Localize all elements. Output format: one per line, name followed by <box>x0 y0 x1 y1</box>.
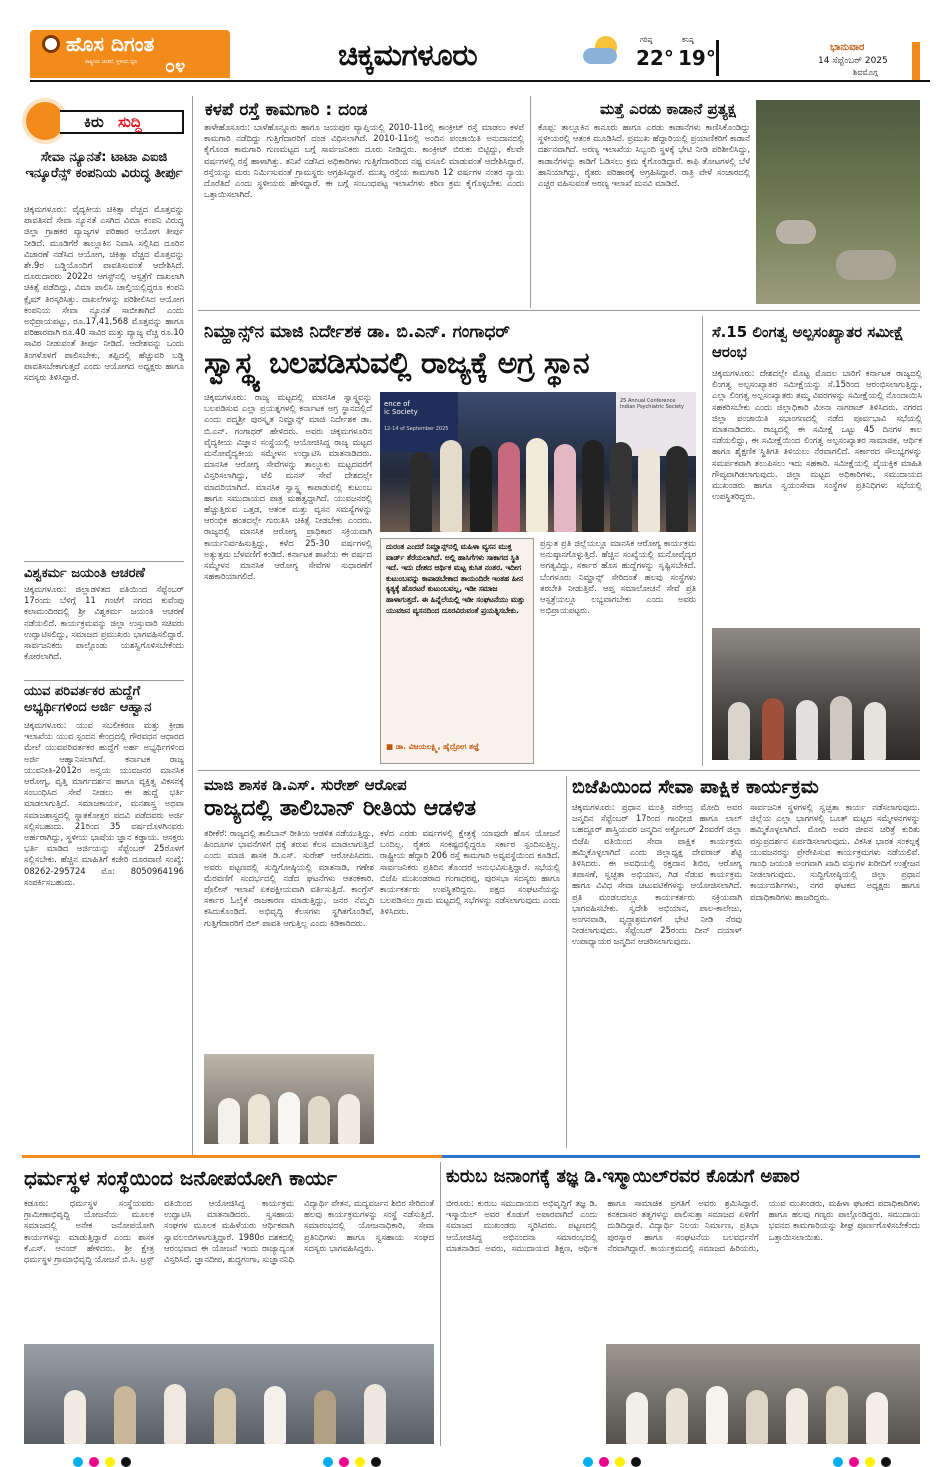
person <box>164 1384 186 1444</box>
masthead-rule <box>30 80 930 82</box>
masthead-divider <box>716 40 719 76</box>
person <box>64 1390 86 1444</box>
person <box>728 702 750 760</box>
elephant-photo <box>756 100 920 304</box>
kuruba-event-photo <box>606 1344 920 1444</box>
column-rule <box>530 96 531 308</box>
person <box>762 698 784 760</box>
person <box>830 696 852 760</box>
brand-logo-icon <box>42 35 60 53</box>
column-rule <box>566 776 567 1148</box>
reg-dots-left <box>70 1452 134 1467</box>
right-mid-body: ಚಿಕ್ಕಮಗಳೂರು: ದೇಶದಲ್ಲೇ ಮೊಟ್ಟ ಮೊದಲ ಬಾರಿಗೆ ಕರ್ನಾಟಕ ರಾಜ್ಯದಲ್ಲಿ ಲಿಂಗತ್ವ ಅಲ್ಪಸಂಖ್ಯಾತರ ಸಮೀಕ್ಷೆಯನ್ನು ಸೆ.15ರಿಂದ ಆರಂಭಿಸಲಾಗುತ್ತಿದ್ದು, ಎಲ್ಲಾ ಲಿಂಗತ್ವ ಅಲ್ಪಸಂಖ್ಯಾತರು ತಮ್ಮ ವಿವರಗಳನ್ನು ಸಮೀಕ್ಷೆಯಲ್ಲಿ ನೊಂದಾಯಿಸಿ ಸಹಕರಿಸಬೇಕು ಎಂದು ಜಿಲ್ಲಾಧಿಕಾರಿ ಮೀನಾ ನಾಗರಾಜ್ ತಿಳಿಸಿದರು. ನಗರದ ಜಿಲ್ಲಾ ಪಂಚಾಯಿತಿ ಸಭಾಂಗಣದಲ್ಲಿ ನಡೆದ ಪೂರ್ವಭಾವಿ ಸಭೆಯಲ್ಲಿ ಮಾತನಾಡಿದರು. ರಾಜ್ಯದಲ್ಲಿ ಈ ಸಮೀಕ್ಷೆ ಒಟ್ಟು 45 ದಿನಗಳ ಕಾಲ ನಡೆಯಲಿದ್ದು, ಈ ಸಮೀಕ್ಷೆಯಿಂದ ಲಿಂಗತ್ವ ಅಲ್ಪಸಂಖ್ಯಾತರ ಸಾಮಾಜಿಕ, ಆರ್ಥಿಕ ಹಾಗೂ ಶೈಕ್ಷಣಿಕ ಸ್ಥಿತಿಗತಿ ತಿಳಿಯಲು ನೆರವಾಗಲಿದೆ. ಸರ್ಕಾರದ ಸೌಲಭ್ಯಗಳನ್ನು ಸಮರ್ಪಕವಾಗಿ ತಲುಪಿಸಲು ಇದು ಸಹಕಾರಿ. ಸಮೀಕ್ಷೆಯಲ್ಲಿ ವೈಯಕ್ತಿಕ ಮಾಹಿತಿ ಗೌಪ್ಯವಾಗಿಡಲಾಗುವುದು. ಜಿಲ್ಲಾ ಮಟ್ಟದ ಅಧಿಕಾರಿಗಳು, ಸಮುದಾಯದ ಮುಖಂಡರು ಹಾಗೂ ಸ್ವಯಂಸೇವಾ ಸಂಸ್ಥೆಗಳ ಪ್ರತಿನಿಧಿಗಳು ಸಭೆಯಲ್ಲಿ ಉಪಸ್ಥಿತರಿದ್ದರು. <box>712 368 922 502</box>
column-rule <box>702 316 703 766</box>
reg-dots-far <box>830 1452 894 1467</box>
bottom-right-title: ಕುರುಬ ಜನಾಂಗಕ್ಕೆ ತಜ್ಞ ಡಿ.ಇಸ್ಮಾಯಿಲ್‌ರವರ ಕೊಡುಗೆ ಅಪಾರ <box>446 1166 800 1187</box>
bottom-orange-rule <box>22 1155 442 1158</box>
brand-tagline: ರಾಷ್ಟ್ರೀಯ ಚಿಂತನೆ, ಸ್ಥಳೀಯ ಧ್ವನಿ <box>85 59 138 65</box>
section-rule <box>198 310 920 311</box>
lead-title: ಸ್ವಾಸ್ಥ್ಯ ಬಲಪಡಿಸುವಲ್ಲಿ ರಾಜ್ಯಕ್ಕೆ ಅಗ್ರ ಸ್ಥಾನ <box>204 346 590 381</box>
sun-cloud-icon <box>583 36 623 66</box>
kiru-suddi-badge <box>22 98 184 146</box>
conference-banner-left-text: ence of ic Society <box>384 400 418 416</box>
person <box>364 1384 386 1444</box>
suresh-press-photo <box>204 1054 374 1144</box>
conference-banner-right-text: 25 Annual Conference Indian Psychiatric Society <box>620 398 685 410</box>
lead-body-a: ಚಿಕ್ಕಮಗಳೂರು: ರಾಜ್ಯ ಮಟ್ಟದಲ್ಲಿ ಮಾನಸಿಕ ಸ್ವಾಸ್ಥ್ಯವನ್ನು ಬಲಪಡಿಸುವ ಎಲ್ಲಾ ಪ್ರಯತ್ನಗಳಲ್ಲಿ ಕರ್ನಾಟಕ ಅಗ್ರ ಸ್ಥಾನದಲ್ಲಿದೆ ಎಂದು ಪದ್ಮಶ್ರೀ ಪುರಸ್ಕೃತ ನಿಮ್ಹಾನ್ಸ್ ಮಾಜಿ ನಿರ್ದೇಶಕ ಡಾ. ಬಿ.ಎನ್. ಗಂಗಾಧರ್ ಹೇಳಿದರು. ಅವರು ಚಿಕ್ಕಮಗಳೂರಿನ ವೈದ್ಯಕೀಯ ವಿಜ್ಞಾನ ಸಂಸ್ಥೆಯಲ್ಲಿ ಆಯೋಜಿಸಿದ್ದ ರಾಜ್ಯ ಮಟ್ಟದ ಮನೋವೈದ್ಯಕೀಯ ಸಮ್ಮೇಳನ ಉದ್ಘಾಟಿಸಿ ಮಾತನಾಡಿದರು. ಮಾನಸಿಕ ಆರೋಗ್ಯ ಸೇವೆಗಳನ್ನು ತಾಲ್ಲೂಕು ಮಟ್ಟದವರೆಗೆ ವಿಸ್ತರಿಸಲಾಗಿದ್ದು, ಟೆಲಿ ಮನಸ್ ಸೇವೆ ದೇಶದಲ್ಲೇ ಮಾದರಿಯಾಗಿದೆ. ಮಾನಸಿಕ ಸ್ವಾಸ್ಥ್ಯ ಕಾಪಾಡುವಲ್ಲಿ ಕುಟುಂಬ ಹಾಗೂ ಸಮುದಾಯದ ಪಾತ್ರ ಮಹತ್ವದ್ದಾಗಿದೆ. ಯುವಜನರಲ್ಲಿ ಹೆಚ್ಚುತ್ತಿರುವ ಒತ್ತಡ, ಆತಂಕ ಮತ್ತು ವ್ಯಸನ ಸಮಸ್ಯೆಗಳನ್ನು ಆರಂಭಿಕ ಹಂತದಲ್ಲೇ ಗುರುತಿಸಿ ಚಿಕಿತ್ಸೆ ನೀಡಬೇಕು ಎಂದರು. ರಾಜ್ಯದಲ್ಲಿ ಮಾನಸಿಕ ಆರೋಗ್ಯ ಪ್ರಾಧಿಕಾರ ಸಕ್ರಿಯವಾಗಿ ಕಾರ್ಯನಿರ್ವಹಿಸುತ್ತಿದ್ದು, ಕಳೆದ 25-30 ವರ್ಷಗಳಲ್ಲಿ ಅತ್ಯುತ್ತಮ ಬೆಳವಣಿಗೆ ಕಂಡಿದೆ. ಕರ್ನಾಟಕ ಶಾಖೆಯ ಈ ವರ್ಷದ ಸಮ್ಮೇಳನ ಮಾನಸಿಕ ಆರೋಗ್ಯ ಸೇವೆಗಳ ಸುಧಾರಣೆಗೆ ಸಹಕಾರಿಯಾಗಲಿದೆ. <box>204 392 372 582</box>
person <box>866 1392 888 1444</box>
mid-left-title: ರಾಜ್ಯದಲ್ಲಿ ತಾಲಿಬಾನ್ ರೀತಿಯ ಆಡಳಿತ <box>204 796 476 821</box>
left-story2-title: ವಿಶ್ವಕರ್ಮ ಜಯಂತಿ ಆಚರಣೆ <box>24 566 145 581</box>
left-story3-title: ಯುವ ಪರಿವರ್ತಕರ ಹುದ್ದೆಗೆ ಅಭ್ಯರ್ಥಿಗಳಿಂದ ಅರ್ಜಿ ಆಹ್ವಾನ <box>24 684 152 715</box>
left-story1-body: ಚಿಕ್ಕಮಗಳೂರು: ವೈದ್ಯಕೀಯ ಚಿಕಿತ್ಸಾ ವೆಚ್ಚದ ಮೊತ್ತವನ್ನು ಪಾವತಿಸದೆ ಸೇವಾ ನ್ಯೂನತೆ ಎಸಗಿದ ವಿಮಾ ಕಂಪನಿ ವಿರುದ್ಧ ಜಿಲ್ಲಾ ಗ್ರಾಹಕರ ವ್ಯಾಜ್ಯಗಳ ಪರಿಹಾರ ಆಯೋಗ ತೀರ್ಪು ನೀಡಿದೆ. ಮೂಡಿಗೆರೆ ತಾಲ್ಲೂಕಿನ ನಿವಾಸಿ ಸಲ್ಲಿಸಿದ ದೂರಿನ ವಿಚಾರಣೆ ನಡೆಸಿದ ಆಯೋಗ, ಚಿಕಿತ್ಸಾ ವೆಚ್ಚದ ಮೊತ್ತವನ್ನು ಶೇ.9ರ ಬಡ್ಡಿಯೊಂದಿಗೆ ಪಾವತಿಸುವಂತೆ ಆದೇಶಿಸಿದೆ. ದೂರುದಾರರು 2022ರ ಆಗಸ್ಟ್‌ನಲ್ಲಿ ಆಸ್ಪತ್ರೆಗೆ ದಾಖಲಾಗಿ ಚಿಕಿತ್ಸೆ ಪಡೆದಿದ್ದು, ವಿಮಾ ಪಾಲಿಸಿ ಚಾಲ್ತಿಯಲ್ಲಿದ್ದರೂ ಕಂಪನಿ ಕ್ಲೈಮ್ ತಿರಸ್ಕರಿಸಿತ್ತು. ದಾಖಲೆಗಳನ್ನು ಪರಿಶೀಲಿಸಿದ ಆಯೋಗ ಕಂಪನಿಯ ಸೇವಾ ನ್ಯೂನತೆ ಸಾಬೀತಾಗಿದೆ ಎಂದು ಅಭಿಪ್ರಾಯಪಟ್ಟು, ರೂ.17,41,568 ಮೊತ್ತವನ್ನು ಹಾಗೂ ಪರಿಹಾರವಾಗಿ ರೂ.40 ಸಾವಿರ ಮತ್ತು ವ್ಯಾಜ್ಯ ವೆಚ್ಚ ರೂ.10 ಸಾವಿರ ನೀಡುವಂತೆ ತೀರ್ಪು ನೀಡಿದೆ. ಆದೇಶವನ್ನು ಒಂದು ತಿಂಗಳೊಳಗೆ ಪಾಲಿಸಬೇಕು, ತಪ್ಪಿದಲ್ಲಿ ಹೆಚ್ಚುವರಿ ಬಡ್ಡಿ ಪಾವತಿಸಬೇಕಾಗುತ್ತದೆ ಎಂದು ಆಯೋಗದ ಅಧ್ಯಕ್ಷರು ಹಾಗೂ ಸದಸ್ಯರು ತಿಳಿಸಿದ್ದಾರೆ. <box>24 204 184 383</box>
person <box>278 1092 300 1144</box>
column-rule <box>192 96 193 1156</box>
callout-text: ದುರಂತ ಎಂದರೆ ನಿಮ್ಹಾನ್ಸ್‌ನಲ್ಲಿ ಮಹಿಳಾ ವ್ಯಸನ ಮುಕ್ತ ವಾರ್ಡ್ ತೆರೆಯಲಾಗಿದೆ. ಅಲ್ಲಿ ಹಾಸಿಗೆಗಳು ಸಾಕಾಗದ ಸ್ಥಿತಿ ಇದೆ. ಇದು ದೇಶದ ಆರ್ಥಿಕ ಮಟ್ಟ ಕುಸಿತ ನಂತರ. ಇದೀಗ ಕುಟುಂಬವನ್ನು ಕಾಪಾಡಬೇಕಾದ ತಾಯಂದಿರೇ ಇಂತಹ ಹೀನ ಕೃತ್ಯಕ್ಕೆ ಹೊರಟರೆ ಕುಟುಂಬವಲ್ಲ, ಇಡೀ ಸಮಾಜ ಹಾಳಾಗುತ್ತದೆ. ಈ ಹಿನ್ನೆಲೆಯಲ್ಲಿ ಇಡೀ ಸಂಘಟನೆಯು ಮತ್ತು ಯುವಜನ ವ್ಯಸನದಿಂದ ದೂರವಿರುವಂತೆ ಪ್ರಯತ್ನಿಸಬೇಕು. <box>386 542 525 615</box>
kiru-label-a: ಕಿರು <box>84 113 104 131</box>
rule <box>24 561 184 562</box>
top-mid-body: ತಾಳೇಹೊಸೂರು: ಬಾಳೆಹೊನ್ನೂರು ಹಾಗೂ ಜಯಪುರ ವ್ಯಾಪ್ತಿಯಲ್ಲಿ 2010-11ರಲ್ಲಿ ಕಾಂಕ್ರೀಟ್ ರಸ್ತೆ ಮಾಡಲು ಕಳಪೆ ಕಾಮಗಾರಿ ನಡೆದಿದ್ದು ಗುತ್ತಿಗೆದಾರರಿಗೆ ದಂಡ ವಿಧಿಸಲಾಗಿದೆ. 2010-11ರಲ್ಲಿ ಅಂದಿನ ಪಂಚಾಯಿತಿ ಅನುದಾನದಲ್ಲಿ ಕೈಗೊಂಡ ಕಾಮಗಾರಿ ಗುಣಮಟ್ಟದ ಬಗ್ಗೆ ಸಾರ್ವಜನಿಕರು ದೂರು ನೀಡಿದ್ದರು. ಕಾಂಕ್ರೀಟ್ ಬಿರುಕು ಬಿಟ್ಟಿದ್ದು, ಕೆಲವೇ ವರ್ಷಗಳಲ್ಲಿ ರಸ್ತೆ ಹಾಳಾಗಿತ್ತು. ತನಿಖೆ ನಡೆಸಿದ ಅಧಿಕಾರಿಗಳು ಗುತ್ತಿಗೆದಾರರಿಂದ ನಷ್ಟ ವಸೂಲಿ ಮಾಡುವಂತೆ ಆದೇಶಿಸಿದ್ದಾರೆ. ರಸ್ತೆಯನ್ನು ಮರು ನಿರ್ಮಿಸುವಂತೆ ಗ್ರಾಮಸ್ಥರು ಆಗ್ರಹಿಸಿದ್ದಾರೆ. ಮುಖ್ಯ ರಸ್ತೆಯ ಕಾಮಗಾರಿ 12 ವರ್ಷಗಳ ನಂತರ ನ್ಯಾಯ ದೊರೆತಿದೆ ಎಂದು ಸ್ಥಳೀಯರು ಹೇಳಿದ್ದಾರೆ. ಈ ಬಗ್ಗೆ ಸಂಬಂಧಪಟ್ಟ ಇಲಾಖೆಗಳು ಕಠಿಣ ಕ್ರಮ ಕೈಗೊಳ್ಳಬೇಕು ಎಂದು ಒತ್ತಾಯಿಸಲಾಗಿದೆ. <box>204 122 524 200</box>
person <box>706 1386 728 1444</box>
day-label: ಭಾನುವಾರ <box>830 42 865 53</box>
mid-left-body-a: ತರೀಕೆರೆ: ರಾಜ್ಯದಲ್ಲಿ ತಾಲಿಬಾನ್ ರೀತಿಯ ಆಡಳಿತ ನಡೆಯುತ್ತಿದ್ದು, ಹಿಂದೂಗಳ ಭಾವನೆಗಳಿಗೆ ಧಕ್ಕೆ ತರುವ ಕೆಲಸ ಮಾಡಲಾಗುತ್ತಿದೆ ಎಂದು ಮಾಜಿ ಶಾಸಕ ಡಿ.ಎಸ್. ಸುರೇಶ್ ಆರೋಪಿಸಿದರು. ಅವರು ಪಟ್ಟಣದಲ್ಲಿ ಸುದ್ದಿಗೋಷ್ಠಿಯಲ್ಲಿ ಮಾತನಾಡಿ, ಗಣೇಶ ಮೆರವಣಿಗೆ ಸಂದರ್ಭದಲ್ಲಿ ನಡೆದ ಘಟನೆಗಳು ಆತಂಕಕಾರಿ. ಪೊಲೀಸ್ ಇಲಾಖೆ ಏಕಪಕ್ಷೀಯವಾಗಿ ವರ್ತಿಸುತ್ತಿದೆ. ಕಾಂಗ್ರೆಸ್ ಸರ್ಕಾರ ಓಲೈಕೆ ರಾಜಕಾರಣ ಮಾಡುತ್ತಿದ್ದು, ಜನರ ನೆಮ್ಮದಿ ಕಸಿದುಕೊಂಡಿದೆ. ಅಭಿವೃದ್ಧಿ ಕೆಲಸಗಳು ಸ್ಥಗಿತಗೊಂಡಿವೆ, ಗುತ್ತಿಗೆದಾರರಿಗೆ ಬಿಲ್ ಪಾವತಿ ಆಗುತ್ತಿಲ್ಲ ಎಂದು ಕಿಡಿಕಾರಿದರು. <box>204 828 374 928</box>
date-label: 14 ಸೆಪ್ಟೆಂಬರ್ 2025 <box>818 56 888 66</box>
callout-byline: ■ ಡಾ. ವಿಜಯಲಕ್ಷ್ಮಿ, ಹೈದ್ರೋಗ ತಜ್ಞೆ <box>386 742 480 751</box>
person <box>526 438 548 532</box>
registration-marks <box>0 1452 945 1466</box>
rule <box>24 680 184 681</box>
city-name: ಚಿಕ್ಕಮಗಳೂರು <box>338 38 478 73</box>
left-story2-body: ಚಿಕ್ಕಮಗಳೂರು: ಜಿಲ್ಲಾಡಳಿತದ ವತಿಯಿಂದ ಸೆಪ್ಟೆಂಬರ್ 17ರಂದು ಬೆಳಿಗ್ಗೆ 11 ಗಂಟೆಗೆ ನಗರದ ಕುವೆಂಪು ಕಲಾಮಂದಿರದಲ್ಲಿ ಶ್ರೀ ವಿಶ್ವಕರ್ಮ ಜಯಂತಿ ಆಚರಣೆ ನಡೆಯಲಿದೆ. ಕಾರ್ಯಕ್ರಮವನ್ನು ಜಿಲ್ಲಾ ಉಸ್ತುವಾರಿ ಸಚಿವರು ಉದ್ಘಾಟಿಸಲಿದ್ದು, ಸಮಾಜದ ಪ್ರಮುಖರು ಭಾಗವಹಿಸಲಿದ್ದಾರೆ. ಸಾರ್ವಜನಿಕರು ಪಾಲ್ಗೊಂಡು ಯಶಸ್ವಿಗೊಳಿಸಬೇಕೆಂದು ಕೋರಲಾಗಿದೆ. <box>24 584 184 662</box>
bottom-left-body: ಕಡೂರು: ಧರ್ಮಸ್ಥಳ ಸಂಸ್ಥೆಯವರು ಗ್ರಾಮೀಣಾಭಿವೃದ್ಧಿ ಯೋಜನೆಯ ಮೂಲಕ ಸಮಾಜದಲ್ಲಿ ಅನೇಕ ಜನೋಪಯೋಗಿ ಕಾರ್ಯಗಳನ್ನು ಮಾಡುತ್ತಿದ್ದಾರೆ ಎಂದು ಶಾಸಕ ಕೆ.ಎಸ್. ಆನಂದ್ ಹೇಳಿದರು. ಶ್ರೀ ಕ್ಷೇತ್ರ ಧರ್ಮಸ್ಥಳ ಗ್ರಾಮಾಭಿವೃದ್ಧಿ ಯೋಜನೆ ಬಿ.ಸಿ. ಟ್ರಸ್ಟ್ ವತಿಯಿಂದ ಆಯೋಜಿಸಿದ್ದ ಕಾರ್ಯಕ್ರಮ ಉದ್ಘಾಟಿಸಿ ಮಾತನಾಡಿದರು. ಸ್ವಸಹಾಯ ಸಂಘಗಳ ಮೂಲಕ ಮಹಿಳೆಯರು ಆರ್ಥಿಕವಾಗಿ ಸ್ವಾವಲಂಬಿಗಳಾಗುತ್ತಿದ್ದಾರೆ. 1980ರ ದಶಕದಲ್ಲಿ ಆರಂಭವಾದ ಈ ಯೋಜನೆ ಇಂದು ರಾಜ್ಯಾದ್ಯಂತ ವಿಸ್ತರಿಸಿದೆ. ಜ್ಞಾನದೀಪ, ಶುದ್ಧಗಂಗಾ, ಸುಜ್ಞಾನನಿಧಿ ವಿದ್ಯಾರ್ಥಿ ವೇತನ, ಮದ್ಯವರ್ಜನ ಶಿಬಿರ ಸೇರಿದಂತೆ ಹಲವು ಕಾರ್ಯಕ್ರಮಗಳನ್ನು ಸಂಸ್ಥೆ ನಡೆಸುತ್ತಿದೆ. ಸಮಾರಂಭದಲ್ಲಿ ಯೋಜನಾಧಿಕಾರಿ, ಸೇವಾ ಪ್ರತಿನಿಧಿಗಳು ಹಾಗೂ ಸ್ವಸಹಾಯ ಸಂಘದ ಸದಸ್ಯರು ಭಾಗವಹಿಸಿದ್ದರು. <box>24 1198 434 1265</box>
section-rule <box>198 770 920 771</box>
page-number: ೦೪ <box>165 56 186 77</box>
top-mid-title: ಕಳಪೆ ರಸ್ತೆ ಕಾಮಗಾರಿ : ದಂಡ <box>205 100 368 120</box>
top-right-title: ಮತ್ತೆ ಎರಡು ಕಾಡಾನೆ ಪ್ರತ್ಯಕ್ಷ <box>600 100 736 118</box>
person <box>314 1390 336 1444</box>
person <box>470 446 492 532</box>
person <box>796 700 818 760</box>
left-story3-body: ಚಿಕ್ಕಮಗಳೂರು: ಯುವ ಸಬಲೀಕರಣ ಮತ್ತು ಕ್ರೀಡಾ ಇಲಾಖೆಯ ಯುವ ಸ್ಪಂದನ ಕೇಂದ್ರದಲ್ಲಿ ಗೌರವಧನ ಆಧಾರದ ಮೇಲೆ ಯುವಪರಿವರ್ತಕರ ಹುದ್ದೆಗೆ ಅರ್ಹ ಅಭ್ಯರ್ಥಿಗಳಿಂದ ಅರ್ಜಿ ಆಹ್ವಾನಿಸಲಾಗಿದೆ. ಕರ್ನಾಟಕ ರಾಜ್ಯ ಯುವನೀತಿ-2012ರ ಅನ್ವಯ ಯುವಜನರ ಮಾನಸಿಕ ಆರೋಗ್ಯ, ವೃತ್ತಿ ಮಾರ್ಗದರ್ಶನ ಹಾಗೂ ವ್ಯಕ್ತಿತ್ವ ವಿಕಸನಕ್ಕೆ ಸಂಬಂಧಿಸಿದ ಸೇವೆ ನೀಡಲು ಈ ಹುದ್ದೆ ಭರ್ತಿ ಮಾಡಲಾಗುತ್ತಿದೆ. ಸಮಾಜಕಾರ್ಯ, ಮನಶಾಸ್ತ್ರ ಅಥವಾ ಸಮಾಜಶಾಸ್ತ್ರದಲ್ಲಿ ಸ್ನಾತಕೋತ್ತರ ಪದವಿ ಪಡೆದವರು ಅರ್ಜಿ ಸಲ್ಲಿಸಬಹುದು. 21ರಿಂದ 35 ವರ್ಷದೊಳಗಿನವರು ಅರ್ಹರಾಗಿದ್ದು, ಸ್ಥಳೀಯ ಭಾಷೆಯ ಜ್ಞಾನ ಕಡ್ಡಾಯ. ಆಸಕ್ತರು ಭರ್ತಿ ಮಾಡಿದ ಅರ್ಜಿಯನ್ನು ಸೆಪ್ಟೆಂಬರ್ 25ರೊಳಗೆ ಸಲ್ಲಿಸಬೇಕು. ಹೆಚ್ಚಿನ ಮಾಹಿತಿಗೆ ಕಚೇರಿ ದೂರವಾಣಿ ಸಂಖ್ಯೆ: 08262-295724 ಮೊ: 8050964196 ಸಂಪರ್ಕಿಸಬಹುದು. <box>24 720 184 887</box>
edition-accent <box>912 42 920 80</box>
bottom-left-title: ಧರ್ಮಸ್ಥಳ ಸಂಸ್ಥೆಯಿಂದ ಜನೋಪಯೋಗಿ ಕಾರ್ಯ <box>24 1166 337 1190</box>
lead-kicker: ನಿಮ್ಹಾನ್ಸ್‌ನ ಮಾಜಿ ನಿರ್ದೇಶಕ ಡಾ. ಬಿ.ಎನ್. ಗಂಗಾಧರ್ <box>204 322 510 342</box>
person <box>610 442 632 532</box>
mid-right-title: ಬಿಜೆಪಿಯಿಂದ ಸೇವಾ ಪಾಕ್ಷಿಕ ಕಾರ್ಯಕ್ರಮ <box>572 776 819 798</box>
mid-right-body-a: ಚಿಕ್ಕಮಗಳೂರು: ಪ್ರಧಾನ ಮಂತ್ರಿ ನರೇಂದ್ರ ಮೋದಿ ಅವರ ಜನ್ಮದಿನ ಸೆಪ್ಟೆಂಬರ್ 17ರಿಂದ ಗಾಂಧೀಜಿ ಹಾಗೂ ಲಾಲ್ ಬಹದ್ದೂರ್ ಶಾಸ್ತ್ರಿಯವರ ಜನ್ಮದಿನ ಅಕ್ಟೋಬರ್ 2ರವರೆಗೆ ಜಿಲ್ಲಾ ಬಿಜೆಪಿ ವತಿಯಿಂದ ಸೇವಾ ಪಾಕ್ಷಿಕ ಕಾರ್ಯಕ್ರಮ ಹಮ್ಮಿಕೊಳ್ಳಲಾಗಿದೆ ಎಂದು ಜಿಲ್ಲಾಧ್ಯಕ್ಷ ದೇವರಾಜ್ ಶೆಟ್ಟಿ ತಿಳಿಸಿದರು. ಈ ಅವಧಿಯಲ್ಲಿ ರಕ್ತದಾನ ಶಿಬಿರ, ಆರೋಗ್ಯ ತಪಾಸಣೆ, ಸ್ವಚ್ಛತಾ ಅಭಿಯಾನ, ಗಿಡ ನೆಡುವ ಕಾರ್ಯಕ್ರಮ ಹಾಗೂ ವಿವಿಧ ಸೇವಾ ಚಟುವಟಿಕೆಗಳನ್ನು ಆಯೋಜಿಸಲಾಗಿದೆ. ಪ್ರತಿ ಮಂಡಲದಲ್ಲೂ ಕಾರ್ಯಕರ್ತರು ಸಕ್ರಿಯವಾಗಿ ಭಾಗವಹಿಸಬೇಕು. ಸ್ವದೇಶಿ ಅಭಿಯಾನ, ಪಾಲ-ಕಾಲೇಜು, ಅಂಗನವಾಡಿ, ವೃದ್ಧಾಶ್ರಮಗಳಿಗೆ ಭೇಟಿ ನೀಡಿ ನೆರವು ನೀಡಲಾಗುವುದು. ಸೆಪ್ಟೆಂಬರ್ 25ರಂದು ದೀನ್ ದಯಾಳ್ ಉಪಾಧ್ಯಾಯರ ಜನ್ಮದಿನ ಆಚರಿಸಲಾಗುವುದು. <box>572 802 742 947</box>
survey-meeting-photo <box>712 628 920 760</box>
conference-photo <box>380 392 696 532</box>
person <box>214 1388 236 1444</box>
right-mid-title: ಸೆ.15 ಲಿಂಗತ್ವ ಅಲ್ಪಸಂಖ್ಯಾತರ ಸಮೀಕ್ಷೆ ಆರಂಭ <box>712 323 904 361</box>
dharmasthala-photo <box>24 1344 434 1444</box>
kiru-label-b: ಸುದ್ದಿ <box>118 113 142 131</box>
mid-left-body-b: ಕಳೆದ ಎರಡು ವರ್ಷಗಳಲ್ಲಿ ಕ್ಷೇತ್ರಕ್ಕೆ ಯಾವುದೇ ಹೊಸ ಯೋಜನೆ ಬಂದಿಲ್ಲ. ರೈತರು ಸಂಕಷ್ಟದಲ್ಲಿದ್ದರೂ ಸರ್ಕಾರ ಸ್ಪಂದಿಸುತ್ತಿಲ್ಲ. ರಾಷ್ಟ್ರೀಯ ಹೆದ್ದಾರಿ 206 ರಸ್ತೆ ಕಾಮಗಾರಿ ಅವ್ಯವಸ್ಥೆಯಿಂದ ಕೂಡಿದೆ. ಸಾರ್ವಜನಿಕರು ಪ್ರತಿದಿನ ತೊಂದರೆ ಅನುಭವಿಸುತ್ತಿದ್ದಾರೆ. ಸಭೆಯಲ್ಲಿ ಬಿಜೆಪಿ ಮುಖಂಡರಾದ ಗಂಗಾಧರಪ್ಪ, ಪುರಸಭಾ ಸದಸ್ಯರು ಹಾಗೂ ಕಾರ್ಯಕರ್ತರು ಉಪಸ್ಥಿತರಿದ್ದರು. ಪಕ್ಷದ ಸಂಘಟನೆಯನ್ನು ಬಲಪಡಿಸಲು ಗ್ರಾಮ ಮಟ್ಟದಲ್ಲಿ ಸಭೆಗಳನ್ನು ನಡೆಸಲಾಗುವುದು ಎಂದು ತಿಳಿಸಿದರು. <box>380 828 560 917</box>
person <box>746 1390 768 1444</box>
weather-max: 22° <box>636 46 674 70</box>
person <box>826 1386 848 1444</box>
mid-left-kicker: ಮಾಜಿ ಶಾಸಕ ಡಿ.ಎಸ್. ಸುರೇಶ್ ಆರೋಪ <box>204 776 407 794</box>
mid-right-body-b: ಸಾರ್ವಜನಿಕ ಸ್ಥಳಗಳಲ್ಲಿ ಸ್ವಚ್ಛತಾ ಕಾರ್ಯ ನಡೆಸಲಾಗುವುದು. ಜಿಲ್ಲೆಯ ಎಲ್ಲಾ ಭಾಗಗಳಲ್ಲಿ ಬೂತ್ ಮಟ್ಟದ ಸಮ್ಮೇಳನಗಳನ್ನು ಹಮ್ಮಿಕೊಳ್ಳಲಾಗಿದೆ. ಮೋದಿ ಅವರ ಜೀವನ ಚರಿತ್ರೆ ಕುರಿತು ವಸ್ತುಪ್ರದರ್ಶನ ಏರ್ಪಡಿಸಲಾಗುವುದು. ವಿಕಸಿತ ಭಾರತ ಸಂಕಲ್ಪಕ್ಕೆ ಯುವಜನರನ್ನು ಪ್ರೇರೇಪಿಸುವ ಕಾರ್ಯಕ್ರಮಗಳು ನಡೆಯಲಿವೆ. ಗಾಂಧಿ ಜಯಂತಿ ಅಂಗವಾಗಿ ಖಾದಿ ವಸ್ತುಗಳ ಖರೀದಿಗೆ ಉತ್ತೇಜನ ನೀಡಲಾಗುವುದು. ಸುದ್ದಿಗೋಷ್ಠಿಯಲ್ಲಿ ಜಿಲ್ಲಾ ಪ್ರಧಾನ ಕಾರ್ಯದರ್ಶಿಗಳು, ನಗರ ಘಟಕದ ಅಧ್ಯಕ್ಷರು ಹಾಗೂ ಪದಾಧಿಕಾರಿಗಳು ಹಾಜರಿದ್ದರು. <box>750 802 920 902</box>
lead-body-c: ಪ್ರಸ್ತುತ ಪ್ರತಿ ಜಿಲ್ಲೆಯಲ್ಲೂ ಮಾನಸಿಕ ಆರೋಗ್ಯ ಕಾರ್ಯಕ್ರಮ ಅನುಷ್ಠಾನಗೊಳ್ಳುತ್ತಿದೆ. ಹೆಚ್ಚಿನ ಸಂಖ್ಯೆಯಲ್ಲಿ ಮನೋವೈದ್ಯರ ಅಗತ್ಯವಿದ್ದು, ಸರ್ಕಾರ ಹೊಸ ಹುದ್ದೆಗಳನ್ನು ಸೃಷ್ಟಿಸಬೇಕಿದೆ. ಬೆಂಗಳೂರು ನಿಮ್ಹಾನ್ಸ್ ಸೇರಿದಂತೆ ಹಲವು ಸಂಸ್ಥೆಗಳು ತರಬೇತಿ ನೀಡುತ್ತಿವೆ. ಆಪ್ತ ಸಮಾಲೋಚನೆ ಸೇವೆ ಪ್ರತಿ ಆಸ್ಪತ್ರೆಯಲ್ಲೂ ಲಭ್ಯವಾಗಬೇಕು ಎಂದು ಅವರು ಅಭಿಪ್ರಾಯಪಟ್ಟರು. <box>540 538 696 616</box>
person <box>440 440 462 532</box>
weather-min-label: ಕನಿಷ್ಠ <box>682 36 694 44</box>
person <box>498 442 520 532</box>
column-rule <box>440 1162 441 1446</box>
person <box>308 1096 330 1144</box>
person <box>666 446 688 532</box>
person <box>582 440 604 532</box>
top-right-body: ಕೊಪ್ಪ: ತಾಲ್ಲೂಕಿನ ಕಾನೂರು ಹಾಗೂ ಎರಡು ಕಾಡಾನೆಗಳು ಕಾಣಿಸಿಕೊಂಡಿದ್ದು ಸ್ಥಳೀಯರಲ್ಲಿ ಆತಂಕ ಮೂಡಿಸಿದೆ. ಪ್ರಮುಖ ಹೆದ್ದಾರಿಯಲ್ಲಿ ಪ್ರಯಾಣಿಕರಿಗೆ ಕಾಡಾನೆ ದರ್ಶನವಾಗಿದೆ. ಅರಣ್ಯ ಇಲಾಖೆಯ ಸಿಬ್ಬಂದಿ ಸ್ಥಳಕ್ಕೆ ಭೇಟಿ ನೀಡಿ ಪರಿಶೀಲಿಸಿದ್ದು, ಕಾಡಾನೆಗಳನ್ನು ಕಾಡಿಗೆ ಓಡಿಸಲು ಕ್ರಮ ಕೈಗೊಂಡಿದ್ದಾರೆ. ಕಾಫಿ ತೋಟಗಳಲ್ಲಿ ಬೆಳೆ ಹಾನಿಯಾಗಿದ್ದು, ರೈತರು ಪರಿಹಾರಕ್ಕೆ ಆಗ್ರಹಿಸಿದ್ದಾರೆ. ರಾತ್ರಿ ವೇಳೆ ಸಂಚಾರದಲ್ಲಿ ಎಚ್ಚರ ವಹಿಸುವಂತೆ ಅರಣ್ಯ ಇಲಾಖೆ ಮನವಿ ಮಾಡಿದೆ. <box>538 122 750 189</box>
person <box>638 448 660 532</box>
left-story1-title: ಸೇವಾ ನ್ಯೂನತೆ: ಟಾಟಾ ಎಐಜಿ ಇನ್ಶೂರೆನ್ಸ್ ಕಂಪನಿಯ ವಿರುದ್ಧ ತೀರ್ಪು <box>25 150 183 181</box>
person <box>248 1094 270 1144</box>
reg-dots-mid <box>320 1452 384 1467</box>
person <box>626 1392 648 1444</box>
bottom-blue-rule <box>442 1155 920 1158</box>
person <box>338 1094 360 1144</box>
weather-max-label: ಗರಿಷ್ಠ <box>640 36 653 44</box>
person <box>666 1388 688 1444</box>
edition-label: ಶಿವಮೊಗ್ಗ <box>853 68 878 77</box>
person <box>554 444 576 532</box>
reg-dots-right <box>580 1452 644 1467</box>
person <box>218 1098 240 1144</box>
person <box>264 1386 286 1444</box>
masthead <box>0 0 945 86</box>
person <box>410 452 432 532</box>
conference-banner-dates: 12-14 of September 2025 <box>384 426 449 432</box>
person <box>114 1386 136 1444</box>
bottom-right-body: ಬೀರೂರು: ಕುರುಬ ಸಮುದಾಯದ ಅಭಿವೃದ್ಧಿಗೆ ತಜ್ಞ ಡಿ. ಇಸ್ಮಾಯಿಲ್ ಅವರ ಕೊಡುಗೆ ಅಪಾರವಾಗಿದೆ ಎಂದು ಸಮಾಜದ ಮುಖಂಡರು ಸ್ಮರಿಸಿದರು. ಪಟ್ಟಣದಲ್ಲಿ ಆಯೋಜಿಸಿದ್ದ ಅಭಿನಂದನಾ ಸಮಾರಂಭದಲ್ಲಿ ಮಾತನಾಡಿದ ಅವರು, ಸಮುದಾಯದ ಶಿಕ್ಷಣ, ಆರ್ಥಿಕ ಹಾಗೂ ಸಾಮಾಜಿಕ ಪ್ರಗತಿಗೆ ಅವರು ಶ್ರಮಿಸಿದ್ದಾರೆ. ಕನಕದಾಸರ ತತ್ವಗಳನ್ನು ಪಾಲಿಸುತ್ತಾ ಸಮಾಜದ ಏಳಿಗೆಗೆ ದುಡಿದಿದ್ದಾರೆ. ವಿದ್ಯಾರ್ಥಿ ನಿಲಯ ನಿರ್ಮಾಣ, ಪ್ರತಿಭಾ ಪುರಸ್ಕಾರ ಹಾಗೂ ಸಂಘಟನೆಯ ಬಲವರ್ಧನೆಗೆ ನೆರವಾಗಿದ್ದಾರೆ. ಕಾರ್ಯಕ್ರಮದಲ್ಲಿ ಸಮಾಜದ ಹಿರಿಯರು, ಯುವ ಮುಖಂಡರು, ಮಹಿಳಾ ಘಟಕದ ಪದಾಧಿಕಾರಿಗಳು ಹಾಗೂ ಹಲವು ಗಣ್ಯರು ಪಾಲ್ಗೊಂಡಿದ್ದರು. ಸಮುದಾಯ ಭವನದ ಕಾಮಗಾರಿಯನ್ನು ಶೀಘ್ರ ಪೂರ್ಣಗೊಳಿಸಬೇಕೆಂದು ಒತ್ತಾಯಿಸಲಾಯಿತು. <box>446 1198 920 1253</box>
person <box>786 1388 808 1444</box>
person <box>864 702 886 760</box>
brand-name: ಹೊಸ ದಿಗಂತ <box>66 32 155 56</box>
weather-min: 19° <box>678 46 716 70</box>
